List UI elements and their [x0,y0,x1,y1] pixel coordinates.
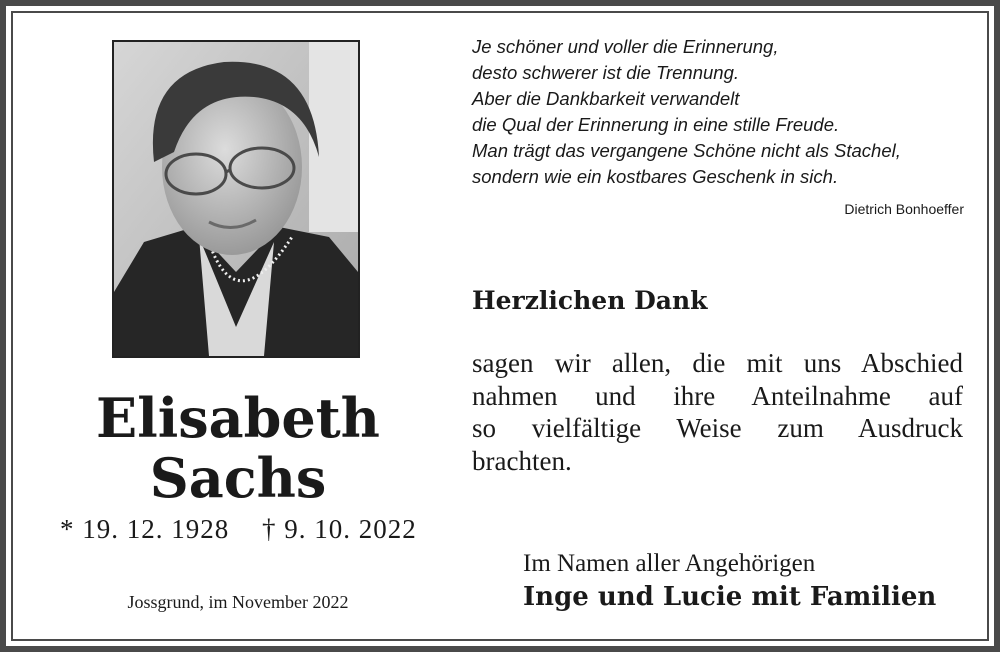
thanks-heading: Herzlichen Dank [472,286,708,315]
thanks-line: so vielfältige Weise zum Ausdruck [472,413,963,443]
thanks-line: sagen wir allen, die mit uns Abschied [472,348,963,378]
deceased-last-name: Sachs [149,446,327,510]
portrait-photo [112,40,360,358]
thanks-text [472,347,963,477]
thanks-line: brachten. [472,445,572,476]
quote-line: Je schöner und voller die Erinnerung, [472,36,779,57]
birth-date: * 19. 12. 1928 [60,514,230,544]
quote-block [472,34,972,190]
quote-line: desto schwerer ist die Trennung. [472,62,740,83]
portrait-image [114,42,358,356]
thanks-line: nahmen und ihre Anteilnahme auf [472,380,963,411]
quote-line: Man trägt das vergangene Schöne nicht als Stachel, [472,140,901,161]
quote-author: Dietrich Bonhoeffer [844,201,964,217]
quote-line: Aber die Dankbarkeit verwandelt [472,88,740,109]
death-date: † 9. 10. 2022 [262,514,417,544]
signature-intro: Im Namen aller Angehörigen [523,550,816,577]
quote-line: sondern wie ein kostbares Geschenk in sich. [472,166,839,187]
deceased-first-name: Elisabeth [96,386,380,450]
signature-names: Inge und Lucie mit Familien [523,582,937,612]
place-and-date: Jossgrund, im November 2022 [127,592,349,612]
quote-line: die Qual der Erinnerung in eine stille Freude. [472,114,840,135]
